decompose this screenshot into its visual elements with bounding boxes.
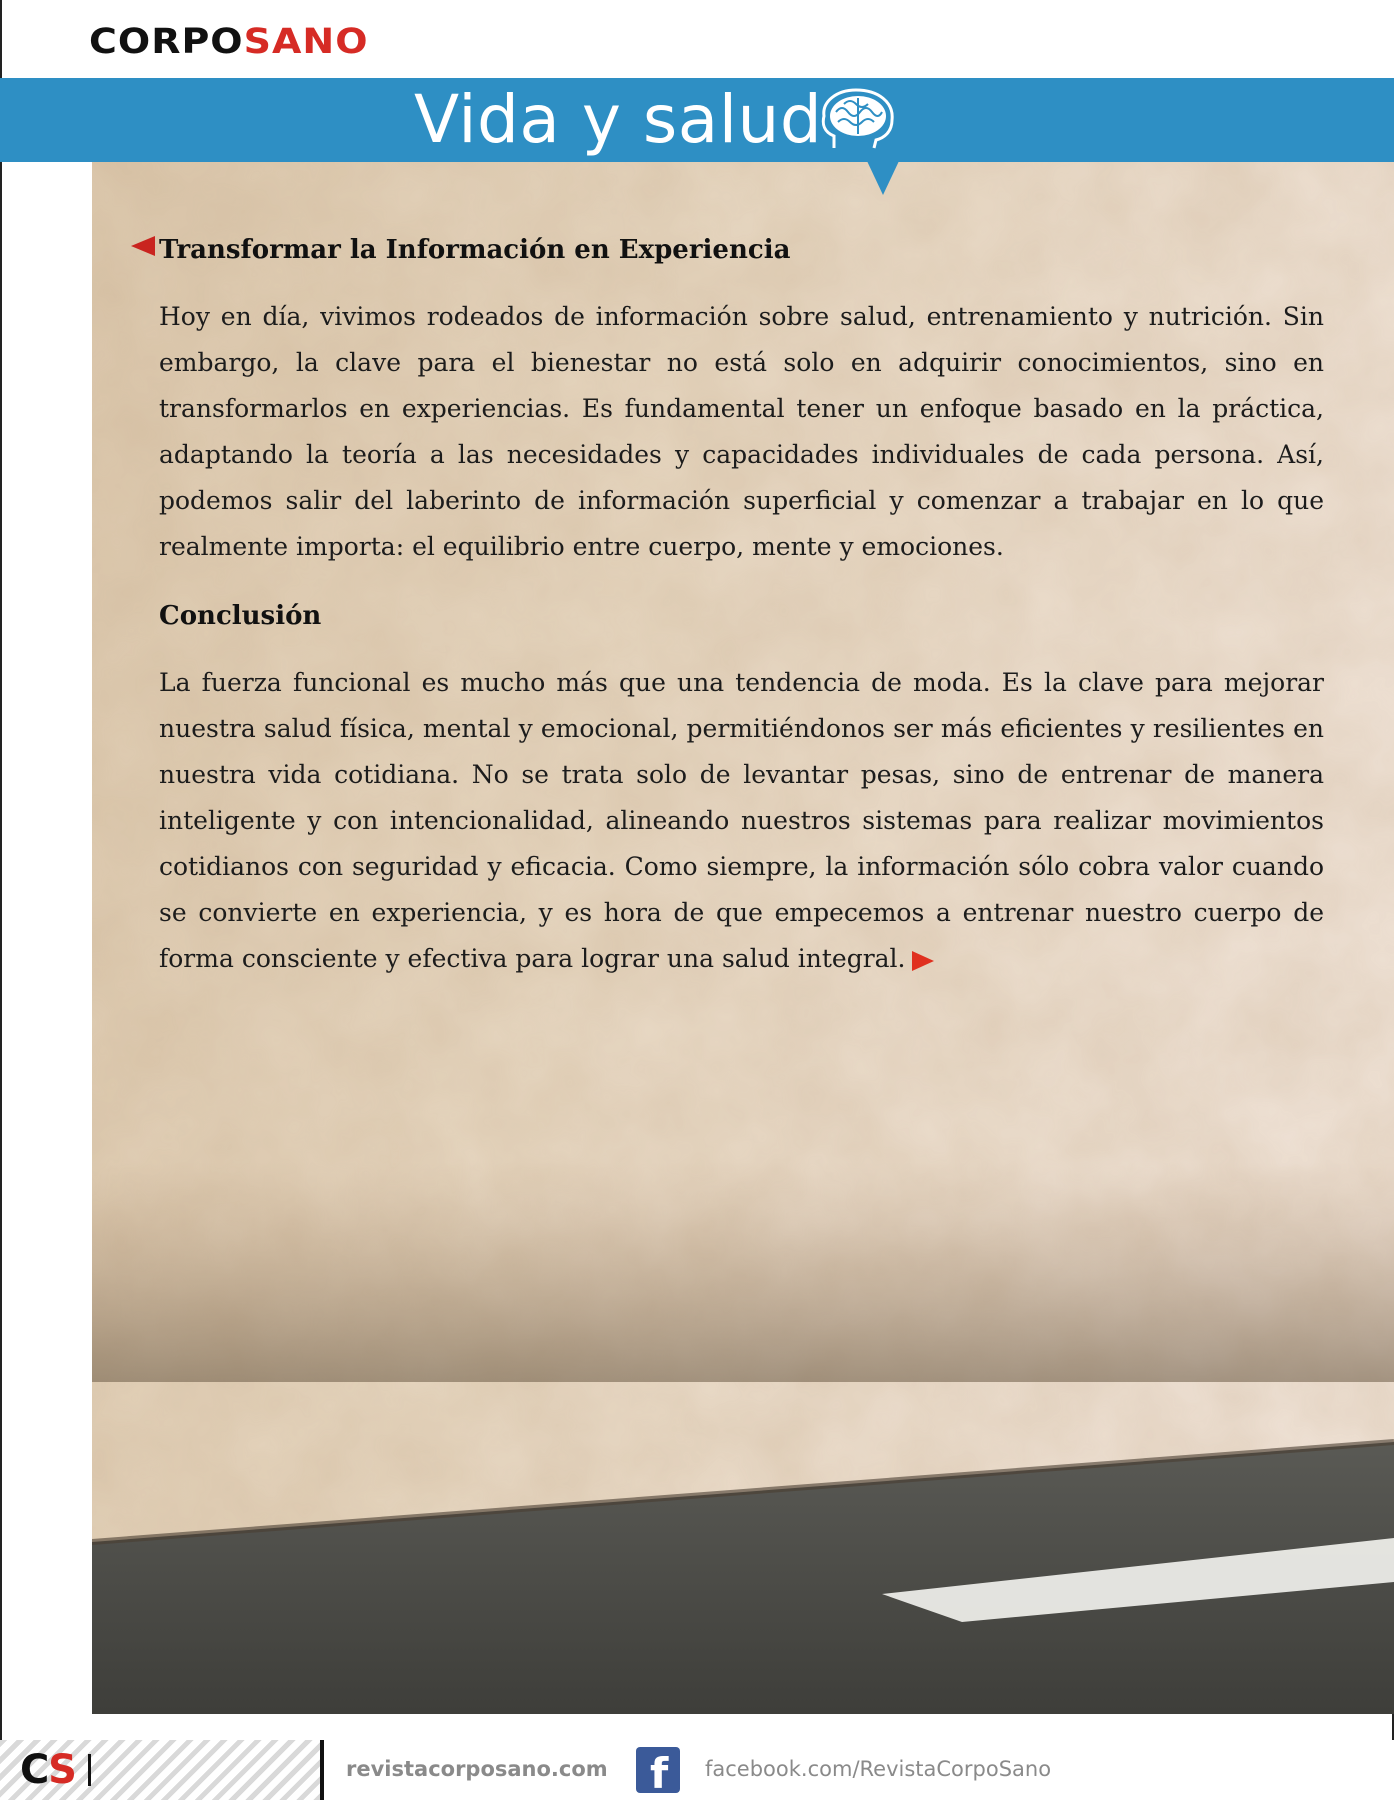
facebook-icon[interactable]: f bbox=[636, 1747, 680, 1793]
footer bbox=[0, 1740, 1394, 1800]
end-arrow-icon bbox=[912, 951, 934, 971]
band-pointer bbox=[867, 161, 899, 195]
heading-conclusion: Conclusión bbox=[159, 601, 322, 631]
section-heading-row bbox=[159, 228, 1324, 272]
website-link[interactable]: revistacorposano.com bbox=[346, 1757, 608, 1781]
left-arrow-icon bbox=[131, 236, 155, 256]
heading-transformar: Transformar la Información en Experiencia bbox=[159, 235, 791, 265]
paragraph-conclusion-text: La fuerza funcional es mucho más que una tendencia de moda. Es la clave para mejorar nuestra salud física, mental y emocional, permitiéndonos ser más eficientes y resilientes en nuestra vida cotidiana. No se trata solo de levantar pesas, sino de entrenar de manera inteligente y con intencionalidad, alineando nuestros sistemas para realizar movimientos cotidianos con seguridad y eficacia. Como siempre, la información sólo cobra valor cuando se convierte en experiencia, y es hora de que empecemos a entrenar nuestro cuerpo de forma consciente y efectiva para lograr una salud integral. bbox=[159, 668, 1324, 973]
article-body bbox=[159, 228, 1324, 1006]
brain-head-icon bbox=[818, 86, 898, 154]
facebook-link[interactable]: facebook.com/RevistaCorpoSano bbox=[705, 1757, 1052, 1781]
paragraph-transformar: Hoy en día, vivimos rodeados de información sobre salud, entrenamiento y nutrición. Sin embargo, la clave para el bienestar no está solo en adquirir conocimientos, sino en transformarlos en experiencias. Es fundamental tener un enfoque basado en la práctica, adaptando la teoría a las necesidades y capacidades individuales de cada persona. Así, podemos salir del laberinto de información superficial y comenzar a trabajar en lo que realmente importa: el equilibrio entre cuerpo, mente y emociones. bbox=[159, 302, 1324, 561]
cs-logo-bar bbox=[88, 1754, 91, 1786]
footer-divider bbox=[320, 1740, 324, 1800]
section-title: Vida y salud bbox=[414, 81, 823, 158]
paragraph-conclusion bbox=[159, 660, 1324, 982]
cs-logo[interactable]: CS bbox=[20, 1747, 75, 1793]
page-left-rule bbox=[0, 0, 2, 1800]
corposano-logo[interactable]: CORPOSANO bbox=[89, 20, 369, 62]
